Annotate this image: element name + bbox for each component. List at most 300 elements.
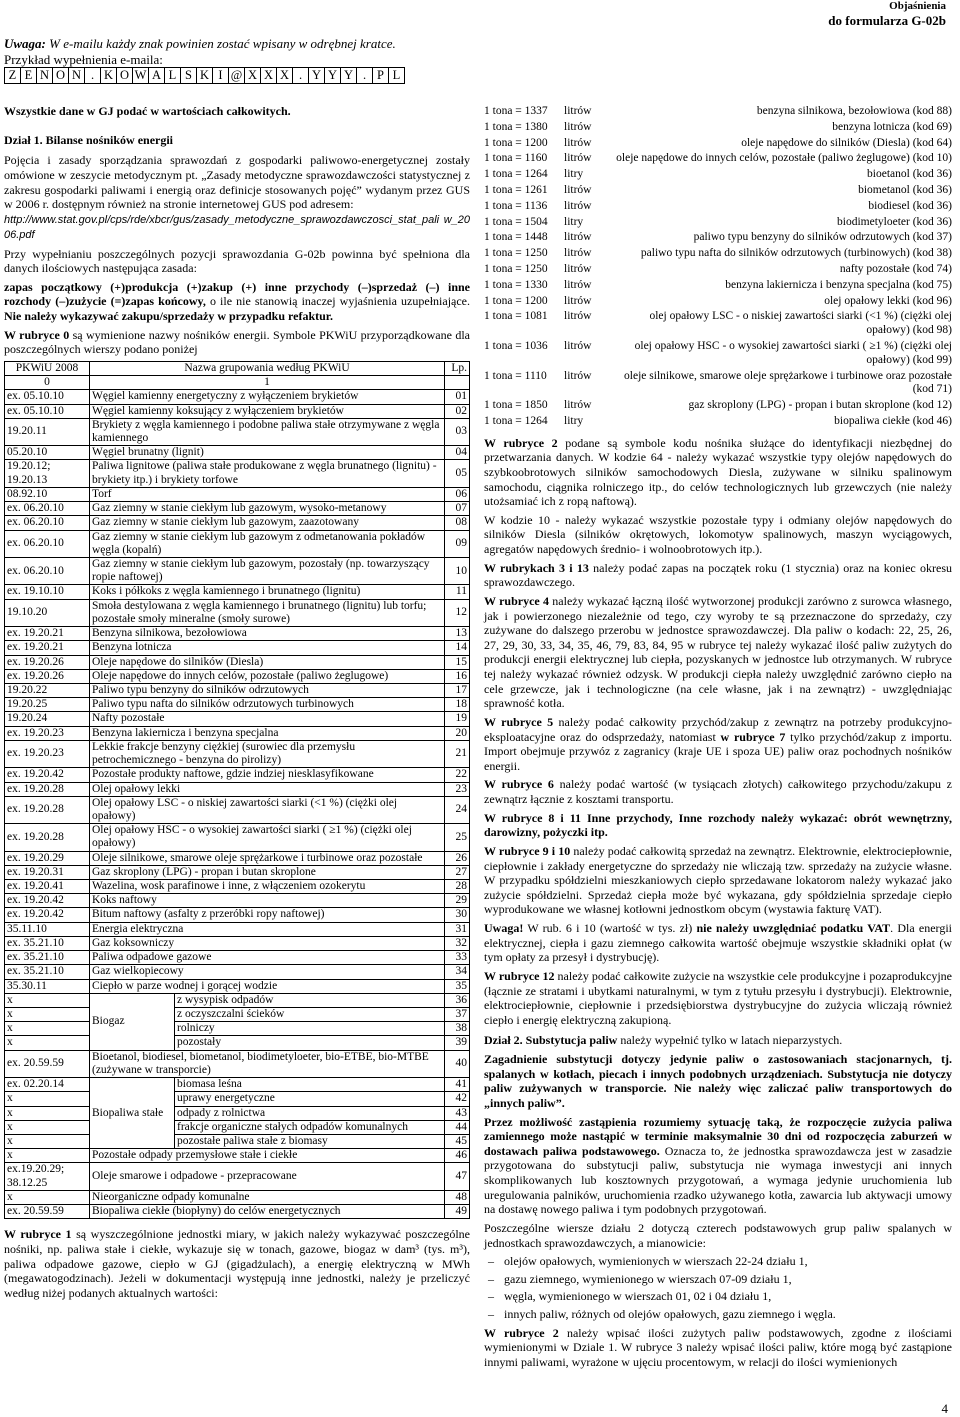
email-char-box: Y	[340, 67, 356, 84]
pkwiu-code: ex. 19.20.42	[5, 908, 90, 922]
table-row	[5, 530, 470, 557]
row-lp: 44	[445, 1120, 470, 1134]
row-lp: 26	[445, 851, 470, 865]
form-header	[828, 0, 946, 29]
row-lp: 38	[445, 1022, 470, 1036]
pkwiu-name: Lekkie frakcje benzyny ciężkiej (surowiec dla przemysłu petrochemicznego - benzyna do pirolizy)	[90, 740, 445, 767]
pkwiu-name: Pozostałe produkty naftowe, gdzie indziej niesklasyfikowane	[90, 768, 445, 782]
section-2-note: należy wypełnić tylko w latach nieparzystych.	[617, 1033, 843, 1048]
email-char-box: L	[164, 67, 180, 84]
row-lp: 27	[445, 865, 470, 879]
biopaliwa-group-label: Biopaliwa stałe	[90, 1078, 175, 1149]
table-row	[5, 851, 470, 865]
pkwiu-code: ex. 35.21.10	[5, 936, 90, 950]
table-row	[5, 979, 470, 993]
email-char-box: K	[196, 67, 212, 84]
section-2-paragraph	[484, 1033, 952, 1048]
conversion-ratio: 1 tona = 1036	[484, 339, 548, 352]
table-row	[5, 1008, 470, 1022]
table-row	[5, 1106, 470, 1120]
pkwiu-name: Benzyna lakiernicza i benzyna specjalna	[90, 726, 445, 740]
conversion-unit: litrów	[564, 310, 592, 323]
pkwiu-name: odpady z rolnictwa	[175, 1106, 445, 1120]
intro-text: Pojęcia i zasady sporządzania sprawozdań z gospodarki paliwowo-energetycznej zostały omówione w zeszycie metodycznym pt. „Zasady metodyczne sprawozdawczości statystycznej z zakresu gospodarki paliwami i energią oraz definicje stosowanych pojęć” wydanym przez GUS w 2006 r. dostępnym również na stronie internetowej GUS pod adresem:	[4, 153, 470, 212]
conversion-row	[484, 278, 952, 294]
email-char-box: Y	[308, 67, 324, 84]
pkwiu-code: ex. 06.20.10	[5, 558, 90, 585]
pkwiu-table	[4, 361, 470, 1219]
conversion-row	[484, 120, 952, 136]
pkwiu-code: 35.30.11	[5, 979, 90, 993]
pkwiu-name: Benzyna silnikowa, bezołowiowa	[90, 627, 445, 641]
row-lp: 14	[445, 641, 470, 655]
pkwiu-name: z wysypisk odpadów	[175, 993, 445, 1007]
table-row	[5, 655, 470, 669]
rubric-6-paragraph	[484, 777, 952, 806]
conversion-fuel: nafty pozostałe (kod 74)	[839, 262, 952, 275]
conversion-ratio: 1 tona = 1200	[484, 136, 548, 149]
rubric-7-label: w rubryce 7	[720, 729, 786, 744]
pkwiu-name: Oleje napędowe do silników (Diesla)	[90, 655, 445, 669]
pkwiu-name: Paliwo typu nafta do silników odrzutowych turbinowych	[90, 698, 445, 712]
rubric-6-label: W rubryce 6	[484, 777, 554, 792]
conversion-ratio: 1 tona = 1261	[484, 183, 548, 196]
conversion-row	[484, 414, 952, 430]
conversion-fuel: biopaliwa ciekłe (kod 46)	[834, 414, 952, 427]
table-row	[5, 965, 470, 979]
pkwiu-code: 05.20.10	[5, 446, 90, 460]
table-row	[5, 1022, 470, 1036]
conversion-row	[484, 369, 952, 399]
pkwiu-code: ex. 06.20.10	[5, 502, 90, 516]
email-char-box: Z	[4, 67, 20, 84]
table-row	[5, 516, 470, 530]
conversion-row	[484, 230, 952, 246]
row-lp: 29	[445, 894, 470, 908]
rubric-9-10-label: W rubryce 9 i 10	[484, 843, 571, 858]
header-line-1: Objaśnienia	[889, 0, 946, 12]
conversion-ratio: 1 tona = 1250	[484, 262, 548, 275]
pkwiu-code: ex. 19.20.26	[5, 669, 90, 683]
conversion-ratio: 1 tona = 1160	[484, 152, 548, 165]
row-lp: 01	[445, 390, 470, 404]
substitution-definition	[484, 1115, 952, 1217]
email-char-box: E	[20, 67, 36, 84]
left-column	[4, 104, 470, 1304]
right-column	[484, 104, 952, 1374]
pkwiu-code: 19.20.11	[5, 418, 90, 445]
email-char-box: P	[372, 67, 388, 84]
conversion-unit: litrów	[564, 262, 592, 275]
email-char-box: N	[36, 67, 52, 84]
pkwiu-code: ex. 20.59.59	[5, 1050, 90, 1077]
conversion-fuel: biodimetyloeter (kod 36)	[837, 215, 952, 228]
pkwiu-code: ex. 02.20.14	[5, 1078, 90, 1092]
table-row	[5, 1078, 470, 1092]
substitution-definition-bold: Przez możliwość zastąpienia rozumiemy sytuację taką, że rozpoczęcie zużycia paliwa zamiennego może nastąpić w terminie maksymalnie 30 dni od rozpoczęcia zaburzeń w dostawach paliwa podstawowego.	[484, 1114, 952, 1158]
conversion-unit: litry	[564, 168, 584, 181]
pkwiu-name: Gaz ziemny w stanie ciekłym lub gazowym, pozostały (np. towarzyszący ropie naftowej)	[90, 558, 445, 585]
table-row	[5, 599, 470, 626]
table-row	[5, 669, 470, 683]
table-row	[5, 908, 470, 922]
table-row	[5, 880, 470, 894]
pkwiu-code: ex. 05.10.10	[5, 390, 90, 404]
header-name: Nazwa grupowania według PKWiU	[90, 361, 445, 375]
pkwiu-name: z oczyszczalni ścieków	[175, 1008, 445, 1022]
conversion-unit: litrów	[564, 152, 592, 165]
rubric-4-paragraph	[484, 594, 952, 711]
pkwiu-code: ex. 19.20.28	[5, 782, 90, 796]
list-item: – gazu ziemnego, wymienionego w wierszach 07-09 działu 1,	[504, 1272, 952, 1287]
table-row	[5, 1134, 470, 1148]
pkwiu-name: Gaz wielkopiecowy	[90, 965, 445, 979]
vat-note-emphasis: nie należy uwzględniać podatku VAT	[696, 921, 891, 936]
gj-note: Wszystkie dane w GJ podać w wartościach całkowitych.	[4, 104, 291, 118]
conversion-fuel: biodiesel (kod 36)	[868, 199, 952, 212]
list-item: – olejów opałowych, wymienionych w wierszach 22-24 działu 1,	[504, 1254, 952, 1269]
pkwiu-name: Benzyna lotnicza	[90, 641, 445, 655]
header-lp: Lp.	[445, 361, 470, 375]
balance-formula: zapas początkowy (+)produkcja (+)zakup (+) inne przychody (–)sprzedaż (–) inne rozchody (–)zużycie (=)zapas końcowy,	[4, 279, 470, 309]
pkwiu-name: Torf	[90, 487, 445, 501]
pkwiu-name: Oleje silnikowe, smarowe oleje sprężarkowe i turbinowe oraz pozostałe	[90, 851, 445, 865]
conversion-row	[484, 151, 952, 167]
pkwiu-name: Pozostałe odpady przemysłowe stałe i ciekłe	[90, 1149, 445, 1163]
conversion-unit: litrów	[564, 231, 592, 244]
pkwiu-name: Ciepło w parze wodnej i gorącej wodzie	[90, 979, 445, 993]
email-note-text: W e-mailu każdy znak powinien zostać wpisany w odrębnej kratce.	[45, 36, 396, 51]
pkwiu-name: Oleje smarowe i odpadowe - przepracowane	[90, 1163, 445, 1190]
email-char-box: .	[356, 67, 372, 84]
pkwiu-code: x	[5, 993, 90, 1007]
table-row	[5, 712, 470, 726]
pkwiu-name: Brykiety z węgla kamiennego i podobne paliwa stałe otrzymywane z węgla kamiennego	[90, 418, 445, 445]
row-lp: 17	[445, 683, 470, 697]
row-lp: 41	[445, 1078, 470, 1092]
pkwiu-name: Wazelina, wosk parafinowe i inne, z włączeniem ozokerytu	[90, 880, 445, 894]
table-row	[5, 1050, 470, 1077]
header-num-0: 0	[5, 376, 90, 390]
conversion-ratio: 1 tona = 1850	[484, 399, 548, 412]
email-note	[4, 36, 396, 52]
list-item: – węgla, wymienionego w wierszach 01, 02 i 04 działu 1,	[504, 1289, 952, 1304]
row-lp: 49	[445, 1205, 470, 1219]
conversion-fuel: bioetanol (kod 36)	[867, 168, 952, 181]
conversion-fuel: oleje napędowe do innych celów, pozostałe (paliwo żeglugowe) (kod 10)	[616, 152, 952, 165]
pkwiu-name: Węgiel kamienny energetyczny z wyłączeniem brykietów	[90, 390, 445, 404]
row-lp: 18	[445, 698, 470, 712]
pkwiu-name: Paliwa odpadowe gazowe	[90, 951, 445, 965]
conversion-ratio: 1 tona = 1337	[484, 105, 548, 117]
table-row	[5, 726, 470, 740]
pkwiu-code: ex. 19.20.26	[5, 655, 90, 669]
email-char-box: .	[84, 67, 100, 84]
email-char-box: K	[100, 67, 116, 84]
conversion-unit: litrów	[564, 199, 592, 212]
pkwiu-name: pozostały	[175, 1036, 445, 1050]
pkwiu-code: ex. 19.20.23	[5, 740, 90, 767]
table-row	[5, 487, 470, 501]
row-lp: 11	[445, 585, 470, 599]
table-row	[5, 951, 470, 965]
pkwiu-code: ex. 19.20.21	[5, 641, 90, 655]
pkwiu-code: x	[5, 1149, 90, 1163]
conversion-row	[484, 167, 952, 183]
pkwiu-code: 19.20.25	[5, 698, 90, 712]
rubric-0-paragraph	[4, 328, 470, 357]
pkwiu-name: Gaz ziemny w stanie ciekłym lub gazowym, zaazotowany	[90, 516, 445, 530]
pkwiu-name: Energia elektryczna	[90, 922, 445, 936]
row-lp: 47	[445, 1163, 470, 1190]
table-row	[5, 418, 470, 445]
rubric-2-text: podane są symbole kodu nośnika służące do identyfikacji niezbędnej do przetwarzania danych. W kodzie 64 - należy wykazać wszystkie typy olejów napędowych do szybkoobrotowych silników samochodowych Diesla, zużywane w silniku spalinowym samochodu, ciągnika rolniczego itp., do celów technologicznych lub grzewczych (nie należy utożsamiać ich z ropą naftową).	[484, 435, 952, 509]
rubric-4-label: W rubryce 4	[484, 593, 550, 608]
row-lp: 22	[445, 768, 470, 782]
table-row	[5, 1190, 470, 1204]
conversion-fuel: olej opałowy lekki (kod 96)	[824, 294, 952, 307]
pkwiu-name: Bioetanol, biodiesel, biometanol, biodimetyloeter, bio-ETBE, bio-MTBE (zużywane w transporcie)	[90, 1050, 445, 1077]
conversion-fuel: benzyna lakiernicza i benzyna specjalna (kod 75)	[725, 278, 952, 291]
pkwiu-code: ex. 19.20.42	[5, 894, 90, 908]
pkwiu-code: ex. 20.59.59	[5, 1205, 90, 1219]
header-line-2: do formularza G-02b	[828, 13, 946, 29]
pkwiu-name: Olej opałowy LSC - o niskiej zawartości siarki (<1 %) (ciężki olej opałowy)	[90, 796, 445, 823]
conversion-row	[484, 246, 952, 262]
refaktura-note: Nie należy wykazywać zakupu/sprzedaży w przypadku refaktur.	[4, 309, 334, 324]
pkwiu-name: pozostałe paliwa stałe z biomasy	[175, 1134, 445, 1148]
rubric-3-13-paragraph	[484, 561, 952, 590]
table-row	[5, 936, 470, 950]
pkwiu-name: Nieorganiczne odpady komunalne	[90, 1190, 445, 1204]
row-lp: 45	[445, 1134, 470, 1148]
row-lp: 08	[445, 516, 470, 530]
row-lp: 07	[445, 502, 470, 516]
pkwiu-code: ex. 05.10.10	[5, 404, 90, 418]
pkwiu-code: 08.92.10	[5, 487, 90, 501]
table-row	[5, 627, 470, 641]
email-char-box: X	[276, 67, 292, 84]
table-header-row	[5, 361, 470, 375]
row-lp: 31	[445, 922, 470, 936]
row-lp: 24	[445, 796, 470, 823]
fuel-groups-list	[484, 1254, 952, 1322]
table-row	[5, 1205, 470, 1219]
pkwiu-name: Węgiel kamienny koksujący z wyłączeniem brykietów	[90, 404, 445, 418]
conversion-row	[484, 136, 952, 152]
pkwiu-code: ex. 19.20.23	[5, 726, 90, 740]
gus-url: http://www.stat.gov.pl/cps/rde/xbcr/gus/zasady_metodyczne_sprawozdawczosci_stat_pali w_2006.pdf	[4, 213, 470, 242]
conversion-fuel: oleje napędowe do silników (Diesla) (kod 64)	[741, 136, 952, 149]
row-lp: 12	[445, 599, 470, 626]
row-lp: 05	[445, 460, 470, 487]
conversion-row	[484, 339, 952, 369]
conversion-fuel: gaz skroplony (LPG) - propan i butan skroplone (kod 12)	[688, 399, 952, 412]
rubric-6-text: należy podać wartość (w tysiącach złotych) całkowitego przychodu/zakupu z zewnątrz łącznie z kosztami transportu.	[484, 777, 953, 807]
rubric-9-10-text: należy podać całkowitą sprzedaż na zewnątrz. Elektrownie, elektrociepłownie, ciepłownie i zakłady energetyczne do sprzedaży nie wliczają tzw. sprzedaży na zużycie własne. W przypadku spółdzielni mieszkaniowych ciepło sprzedawane lokatorom należy wykazać jako zużycie spółdzielni. Sprzedaż ciepła może być wykazana, gdy spółdzielnia sprzedaje ciepło wyprodukowane we własnej kotłowni jednostkom obcym (wystawia fakturę VAT).	[484, 843, 952, 917]
conversion-ratio: 1 tona = 1330	[484, 278, 548, 291]
conversion-row	[484, 199, 952, 215]
pkwiu-name: Nafty pozostałe	[90, 712, 445, 726]
pkwiu-name: Olej opałowy HSC - o wysokiej zawartości siarki ( ≥1 %) (ciężki olej opałowy)	[90, 824, 445, 851]
row-lp: 42	[445, 1092, 470, 1106]
conversion-unit: litrów	[564, 183, 592, 196]
pkwiu-name: rolniczy	[175, 1022, 445, 1036]
pkwiu-code: ex. 19.20.41	[5, 880, 90, 894]
conversion-fuel: benzyna silnikowa, bezołowiowa (kod 88)	[756, 105, 952, 117]
pkwiu-name: Koks i półkoks z węgla kamiennego i brunatnego (lignitu)	[90, 585, 445, 599]
email-char-box: O	[116, 67, 132, 84]
pkwiu-name: Gaz koksowniczy	[90, 936, 445, 950]
vat-note-label: Uwaga!	[484, 921, 524, 936]
table-row	[5, 446, 470, 460]
email-char-box: @	[228, 67, 244, 84]
conversion-table	[484, 104, 952, 430]
conversion-ratio: 1 tona = 1380	[484, 120, 548, 133]
table-row	[5, 390, 470, 404]
email-char-box: I	[212, 67, 228, 84]
conversion-unit: litry	[564, 215, 584, 228]
conversion-unit: litrów	[564, 247, 592, 260]
pkwiu-code: ex.19.20.29; 38.12.25	[5, 1163, 90, 1190]
row-lp: 34	[445, 965, 470, 979]
conversion-row	[484, 104, 952, 120]
email-char-box: X	[244, 67, 260, 84]
table-number-row	[5, 376, 470, 390]
conversion-row	[484, 262, 952, 278]
table-row	[5, 894, 470, 908]
conversion-unit: litrów	[564, 278, 592, 291]
section-2-rubric-2-label: W rubryce 2	[484, 1325, 559, 1340]
rubric-1-paragraph	[4, 1227, 470, 1300]
row-lp: 16	[445, 669, 470, 683]
row-lp: 20	[445, 726, 470, 740]
conversion-row	[484, 183, 952, 199]
row-lp: 04	[445, 446, 470, 460]
balance-rule-intro: Przy wypełnianiu poszczególnych pozycji sprawozdania G-02b powinna być spełniona dla danych ilościowych następująca zasada:	[4, 246, 470, 276]
pkwiu-name: Gaz ziemny w stanie ciekłym lub gazowym z odmetanowania pokładów węgla (kopalń)	[90, 530, 445, 557]
pkwiu-code: x	[5, 1036, 90, 1050]
vat-note-text-2: . Dla energii elektrycznej, ciepła i gazu ziemnego całkowita wartość obejmuje wszystkie składniki opłat (w tym opłaty za przesył i dystrybucję).	[484, 921, 952, 965]
pkwiu-name: Olej opałowy lekki	[90, 782, 445, 796]
email-char-box: .	[292, 67, 308, 84]
pkwiu-name: Biopaliwa ciekłe (biopłyny) do celów energetycznych	[90, 1205, 445, 1219]
table-row	[5, 1149, 470, 1163]
conversion-row	[484, 398, 952, 414]
rubric-3-13-label: W rubrykach 3 i 13	[484, 560, 589, 575]
pkwiu-name: Węgiel brunatny (lignit)	[90, 446, 445, 460]
pkwiu-code: ex. 19.10.10	[5, 585, 90, 599]
row-lp: 37	[445, 1008, 470, 1022]
row-lp: 13	[445, 627, 470, 641]
rubric-9-10-paragraph	[484, 844, 952, 917]
conversion-fuel: oleje silnikowe, smarowe oleje sprężarkowe i turbinowe oraz pozostałe (kod 71)	[624, 369, 952, 396]
section-2-title: Dział 2. Substytucja paliw	[484, 1033, 618, 1048]
row-lp: 25	[445, 824, 470, 851]
section-2-rubric-2-text: należy wpisać ilości zużytych paliw podstawowych, zgodne z ilościami wymienionymi w Dziale 1. W rubryce 3 należy wpisać ilości paliw, które mogą być zastąpione innymi paliwami, wyrażone w ujęciu procentowym, w relacji do ilości wymienionych	[484, 1325, 952, 1369]
pkwiu-code: x	[5, 1190, 90, 1204]
table-row	[5, 865, 470, 879]
email-char-box: Y	[324, 67, 340, 84]
pkwiu-code: x	[5, 1008, 90, 1022]
pkwiu-name: Smoła destylowana z węgla kamiennego i brunatnego (lignitu) lub torfu; pozostałe smoły mineralne (smoły surowe)	[90, 599, 445, 626]
header-num-1: 1	[90, 376, 445, 390]
pkwiu-code: ex. 06.20.10	[5, 516, 90, 530]
fuel-groups-intro: Poszczególne wiersze działu 2 dotyczą czterech podstawowych grup paliw spalanych w jednostkach sprawozdawczych, a mianowicie:	[484, 1220, 952, 1250]
pkwiu-name: uprawy energetyczne	[175, 1092, 445, 1106]
table-row	[5, 782, 470, 796]
row-lp: 23	[445, 782, 470, 796]
pkwiu-code: 19.20.22	[5, 683, 90, 697]
conversion-row	[484, 215, 952, 231]
table-row	[5, 698, 470, 712]
conversion-unit: litry	[564, 414, 584, 427]
pkwiu-code: ex. 19.20.42	[5, 768, 90, 782]
balance-exception: o ile nie stanowią inaczej wyjaśnienia uzupełniające.	[205, 294, 471, 309]
email-example-label: Przykład wypełnienia e-maila:	[4, 52, 163, 67]
table-row	[5, 1163, 470, 1190]
pkwiu-code: ex. 19.20.29	[5, 851, 90, 865]
rubric-1-label: W rubryce 1	[4, 1227, 72, 1242]
pkwiu-name: Bitum naftowy (asfalty z przeróbki ropy naftowej)	[90, 908, 445, 922]
rubric-5-text: należy podać całkowity przychód/zakup z zewnątrz na potrzeby produkcyjno-eksploatacyjne oraz do odsprzedaży, natomiast	[484, 714, 952, 744]
balance-rule	[4, 280, 470, 324]
header-num-2	[445, 376, 470, 390]
email-char-box: L	[388, 67, 405, 84]
table-row	[5, 460, 470, 487]
table-row	[5, 404, 470, 418]
conversion-ratio: 1 tona = 1504	[484, 215, 548, 228]
pkwiu-name: Gaz ziemny w stanie ciekłym lub gazowym, wysoko-metanowy	[90, 502, 445, 516]
row-lp: 39	[445, 1036, 470, 1050]
table-row	[5, 796, 470, 823]
table-row	[5, 922, 470, 936]
pkwiu-name: frakcje organiczne stałych odpadów komunalnych	[175, 1120, 445, 1134]
conversion-unit: litrów	[564, 369, 592, 382]
table-row	[5, 1120, 470, 1134]
row-lp: 10	[445, 558, 470, 585]
rubric-8-11-paragraph: W rubryce 8 i 11 Inne przychody, Inne rozchody należy wykazać: obrót wewnętrzny, darowizny, pożyczki itp.	[484, 810, 952, 840]
table-row	[5, 502, 470, 516]
pkwiu-code: ex. 19.20.28	[5, 824, 90, 851]
biogaz-group-label: Biogaz	[90, 993, 175, 1050]
conversion-row	[484, 294, 952, 310]
pkwiu-name: Paliwa lignitowe (paliwa stałe produkowane z węgla brunatnego (lignitu) - brykiety itp.) i brykiety torfowe	[90, 460, 445, 487]
email-char-box: O	[52, 67, 68, 84]
pkwiu-code: x	[5, 1022, 90, 1036]
pkwiu-code: ex. 35.21.10	[5, 965, 90, 979]
substitution-scope: Zagadnienie substytucji dotyczy jedynie paliw o zastosowaniach stacjonarnych, tj. spalanych w kotłach, piecach i innych podobnych urządzeniach. Substytucja nie dotyczy paliw zużywanych w transporcie. Nie należy więc zaliczać paliw transportowych do „innych paliw”.	[484, 1052, 952, 1110]
vat-note-paragraph	[484, 921, 952, 965]
conversion-fuel: olej opałowy LSC - o niskiej zawartości siarki (<1 %) (ciężki olej opałowy) (kod 98)	[649, 310, 952, 337]
rubric-0-text: są wymienione nazwy nośników energii. Symbole PKWiU przyporządkowane dla poszczególnych wierszy podano poniżej	[4, 327, 470, 357]
row-lp: 15	[445, 655, 470, 669]
conversion-ratio: 1 tona = 1264	[484, 414, 548, 427]
row-lp: 48	[445, 1190, 470, 1204]
conversion-fuel: benzyna lotnicza (kod 69)	[832, 120, 952, 133]
header-pkwiu: PKWiU 2008	[5, 361, 90, 375]
row-lp: 28	[445, 880, 470, 894]
pkwiu-code: 35.11.10	[5, 922, 90, 936]
pkwiu-name: Gaz skroplony (LPG) - propan i butan skroplone	[90, 865, 445, 879]
pkwiu-name: Oleje napędowe do innych celów, pozostałe (paliwo żeglugowe)	[90, 669, 445, 683]
pkwiu-code: ex. 19.20.28	[5, 796, 90, 823]
rubric-2-paragraph	[484, 436, 952, 509]
rubric-12-label: W rubryce 12	[484, 968, 555, 983]
rubric-3-13-text: należy podać zapas na początek roku (1 stycznia) oraz na koniec okresu sprawozdawczego.	[484, 560, 952, 590]
email-char-box: X	[260, 67, 276, 84]
pkwiu-code: 19.10.20	[5, 599, 90, 626]
